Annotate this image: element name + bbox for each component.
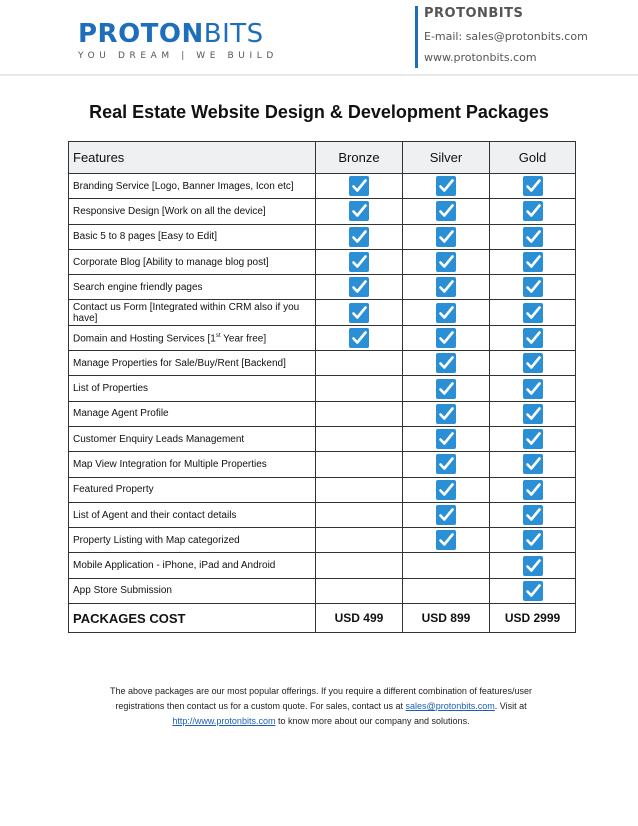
protonbits-logo — [78, 20, 278, 61]
cell-gold — [490, 553, 576, 578]
header-divider — [415, 6, 418, 68]
feature-label: Corporate Blog [Ability to manage blog post] — [69, 249, 316, 274]
checkmark-icon — [523, 404, 543, 424]
contact-email: E-mail: sales@protonbits.com — [424, 30, 588, 43]
checkmark-icon — [523, 429, 543, 449]
checkmark-icon — [523, 303, 543, 323]
checkmark-icon — [523, 227, 543, 247]
contact-website: www.protonbits.com — [424, 51, 537, 64]
table-row — [69, 249, 576, 274]
cell-gold — [490, 174, 576, 199]
checkmark-icon — [436, 277, 456, 297]
checkmark-icon — [523, 277, 543, 297]
cell-bronze — [316, 174, 403, 199]
checkmark-icon — [436, 252, 456, 272]
checkmark-icon — [436, 328, 456, 348]
checkmark-icon — [523, 480, 543, 500]
cost-label: PACKAGES COST — [69, 604, 316, 633]
feature-label: Contact us Form [Integrated within CRM also if you have] — [69, 300, 316, 325]
contact-block — [424, 6, 588, 64]
checkmark-icon — [523, 328, 543, 348]
cell-bronze — [316, 199, 403, 224]
cell-bronze — [316, 300, 403, 325]
header-rule — [0, 74, 638, 76]
logo-text-light: BITS — [203, 19, 264, 49]
cell-silver — [403, 174, 490, 199]
checkmark-icon — [523, 252, 543, 272]
footer-text-2: . Visit at — [494, 701, 527, 711]
packages-cost-row — [69, 604, 576, 633]
cell-bronze — [316, 553, 403, 578]
header-bronze: Bronze — [316, 142, 403, 174]
cell-bronze — [316, 452, 403, 477]
cell-silver — [403, 325, 490, 350]
footer-note — [86, 684, 556, 729]
cell-gold — [490, 578, 576, 603]
cell-silver — [403, 300, 490, 325]
checkmark-icon — [523, 201, 543, 221]
table-row — [69, 401, 576, 426]
feature-label: List of Properties — [69, 376, 316, 401]
feature-label: App Store Submission — [69, 578, 316, 603]
cell-gold — [490, 351, 576, 376]
table-row — [69, 351, 576, 376]
feature-label: Customer Enquiry Leads Management — [69, 426, 316, 451]
checkmark-icon — [436, 227, 456, 247]
cell-gold — [490, 224, 576, 249]
checkmark-icon — [436, 379, 456, 399]
cell-silver — [403, 452, 490, 477]
table-row — [69, 426, 576, 451]
checkmark-icon — [523, 581, 543, 601]
checkmark-icon — [349, 201, 369, 221]
table-row — [69, 376, 576, 401]
feature-label: Branding Service [Logo, Banner Images, Icon etc] — [69, 174, 316, 199]
cell-gold — [490, 249, 576, 274]
feature-label: Manage Agent Profile — [69, 401, 316, 426]
checkmark-icon — [523, 556, 543, 576]
feature-label: List of Agent and their contact details — [69, 502, 316, 527]
cell-silver — [403, 249, 490, 274]
cell-silver — [403, 199, 490, 224]
feature-label: Search engine friendly pages — [69, 275, 316, 300]
table-row — [69, 477, 576, 502]
cell-bronze — [316, 528, 403, 553]
cell-gold — [490, 275, 576, 300]
logo-tagline: YOU DREAM | WE BUILD — [78, 51, 278, 61]
table-row — [69, 578, 576, 603]
footer-text-1: The above packages are our most popular offerings. If you require a different combination of features/user registrations then contact us for a custom quote. For sales, contact us at — [110, 686, 532, 711]
logo-text-bold: PROTON — [78, 19, 204, 49]
cell-bronze — [316, 249, 403, 274]
page-title: Real Estate Website Design & Development Packages — [89, 102, 549, 122]
packages-table — [68, 141, 576, 633]
checkmark-icon — [436, 429, 456, 449]
table-row — [69, 300, 576, 325]
checkmark-icon — [523, 353, 543, 373]
checkmark-icon — [436, 505, 456, 525]
checkmark-icon — [349, 176, 369, 196]
cell-gold — [490, 199, 576, 224]
table-row — [69, 528, 576, 553]
cell-gold — [490, 300, 576, 325]
cell-bronze — [316, 275, 403, 300]
checkmark-icon — [436, 176, 456, 196]
cell-bronze — [316, 426, 403, 451]
cell-silver — [403, 224, 490, 249]
cell-silver — [403, 528, 490, 553]
checkmark-icon — [349, 252, 369, 272]
header-silver: Silver — [403, 142, 490, 174]
feature-label: Basic 5 to 8 pages [Easy to Edit] — [69, 224, 316, 249]
table-row — [69, 199, 576, 224]
checkmark-icon — [436, 530, 456, 550]
cell-gold — [490, 426, 576, 451]
feature-label: Map View Integration for Multiple Properties — [69, 452, 316, 477]
cell-silver — [403, 477, 490, 502]
cell-bronze — [316, 351, 403, 376]
feature-label: Manage Properties for Sale/Buy/Rent [Backend] — [69, 351, 316, 376]
feature-label: Property Listing with Map categorized — [69, 528, 316, 553]
checkmark-icon — [349, 303, 369, 323]
cell-bronze — [316, 401, 403, 426]
cell-silver — [403, 275, 490, 300]
sales-email-link[interactable]: sales@protonbits.com — [405, 701, 495, 711]
table-row — [69, 553, 576, 578]
checkmark-icon — [436, 353, 456, 373]
website-link[interactable]: http://www.protonbits.com — [172, 716, 276, 726]
feature-label: Mobile Application - iPhone, iPad and Android — [69, 553, 316, 578]
checkmark-icon — [523, 176, 543, 196]
checkmark-icon — [436, 201, 456, 221]
page-header — [0, 0, 638, 76]
checkmark-icon — [436, 303, 456, 323]
table-row — [69, 325, 576, 350]
cell-silver — [403, 376, 490, 401]
table-header-row — [69, 142, 576, 174]
cell-gold — [490, 452, 576, 477]
cell-gold — [490, 376, 576, 401]
cell-gold — [490, 325, 576, 350]
checkmark-icon — [349, 227, 369, 247]
cell-silver — [403, 502, 490, 527]
footer-text-3: to know more about our company and solutions. — [275, 716, 470, 726]
checkmark-icon — [436, 404, 456, 424]
cell-silver — [403, 426, 490, 451]
checkmark-icon — [349, 277, 369, 297]
checkmark-icon — [523, 379, 543, 399]
cell-silver — [403, 553, 490, 578]
feature-label: Domain and Hosting Services [1st Year free] — [69, 325, 316, 350]
table-row — [69, 174, 576, 199]
cell-gold — [490, 502, 576, 527]
cell-silver — [403, 578, 490, 603]
table-row — [69, 275, 576, 300]
price-silver: USD 899 — [403, 604, 490, 633]
feature-label: Responsive Design [Work on all the device] — [69, 199, 316, 224]
checkmark-icon — [436, 480, 456, 500]
cell-silver — [403, 401, 490, 426]
header-gold: Gold — [490, 142, 576, 174]
cell-bronze — [316, 376, 403, 401]
table-row — [69, 224, 576, 249]
header-features: Features — [69, 142, 316, 174]
checkmark-icon — [523, 505, 543, 525]
cell-gold — [490, 477, 576, 502]
contact-company: PROTONBITS — [424, 6, 524, 21]
feature-rows — [69, 174, 576, 604]
checkmark-icon — [523, 454, 543, 474]
checkmark-icon — [523, 530, 543, 550]
price-gold: USD 2999 — [490, 604, 576, 633]
price-bronze: USD 499 — [316, 604, 403, 633]
checkmark-icon — [436, 454, 456, 474]
cell-gold — [490, 401, 576, 426]
cell-bronze — [316, 477, 403, 502]
cell-silver — [403, 351, 490, 376]
cell-bronze — [316, 224, 403, 249]
table-row — [69, 452, 576, 477]
table-row — [69, 502, 576, 527]
cell-gold — [490, 528, 576, 553]
cell-bronze — [316, 502, 403, 527]
cell-bronze — [316, 325, 403, 350]
feature-label: Featured Property — [69, 477, 316, 502]
checkmark-icon — [349, 328, 369, 348]
cell-bronze — [316, 578, 403, 603]
